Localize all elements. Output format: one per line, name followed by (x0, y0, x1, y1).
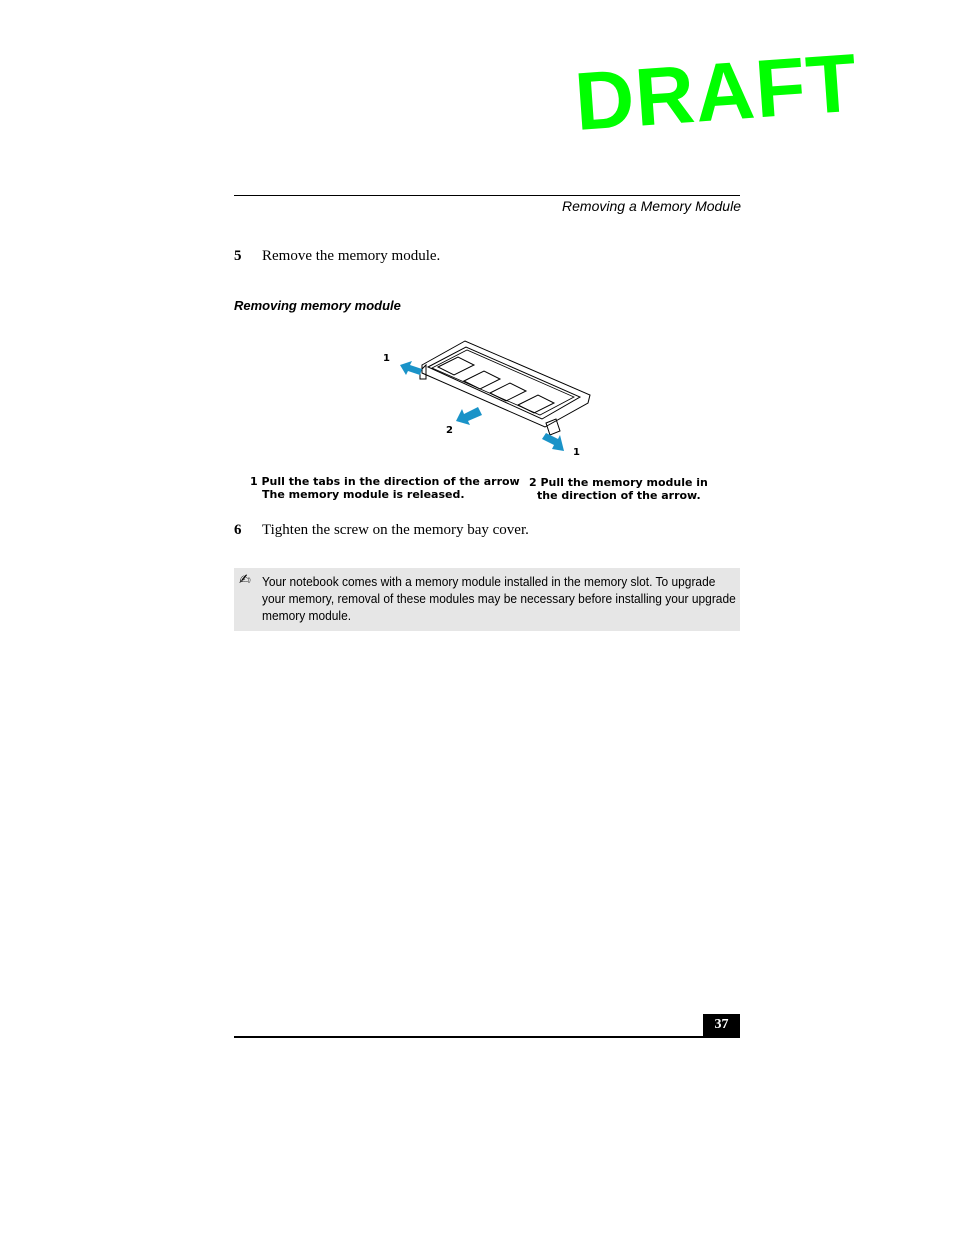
header-rule (234, 195, 740, 196)
legend-line: 1 Pull the tabs in the direction of the arrow (250, 475, 520, 488)
footer-rule (234, 1036, 740, 1038)
draft-watermark: DRAFT (571, 37, 861, 148)
legend-line: The memory module is released. (262, 488, 465, 501)
legend-line: 2 Pull the memory module in (529, 476, 708, 489)
legend-item-2 (529, 476, 708, 502)
legend-line: the direction of the arrow. (537, 489, 701, 502)
memory-chip (438, 357, 474, 375)
callout-1-left: 1 (383, 353, 390, 364)
right-tab (546, 419, 560, 435)
arrow-left-tab (400, 361, 422, 375)
note-box (234, 568, 740, 631)
step-5 (234, 248, 440, 265)
page-number: 37 (703, 1014, 740, 1036)
callout-2: 2 (446, 425, 453, 436)
memory-module-illustration (370, 335, 610, 465)
figure-caption: Removing memory module (234, 298, 401, 313)
memory-slot-frame (422, 341, 590, 427)
legend-item-1 (250, 475, 520, 501)
note-text: Your notebook comes with a memory module installed in the memory slot. To upgrade your memory, removal of these modules may be necessary before installing your upgrade memory module. (262, 574, 736, 623)
step-number: 6 (234, 522, 242, 538)
callout-1-right: 1 (573, 447, 580, 458)
running-head: Removing a Memory Module (562, 198, 741, 214)
step-text: Remove the memory module. (262, 248, 441, 264)
memory-chip (490, 383, 526, 401)
pencil-note-icon: ✍ (239, 572, 251, 588)
arrow-right-tab (542, 433, 564, 451)
step-text: Tighten the screw on the memory bay cover. (262, 522, 529, 538)
step-number: 5 (234, 248, 242, 264)
step-6 (234, 522, 529, 539)
arrow-pull-module (456, 407, 482, 425)
